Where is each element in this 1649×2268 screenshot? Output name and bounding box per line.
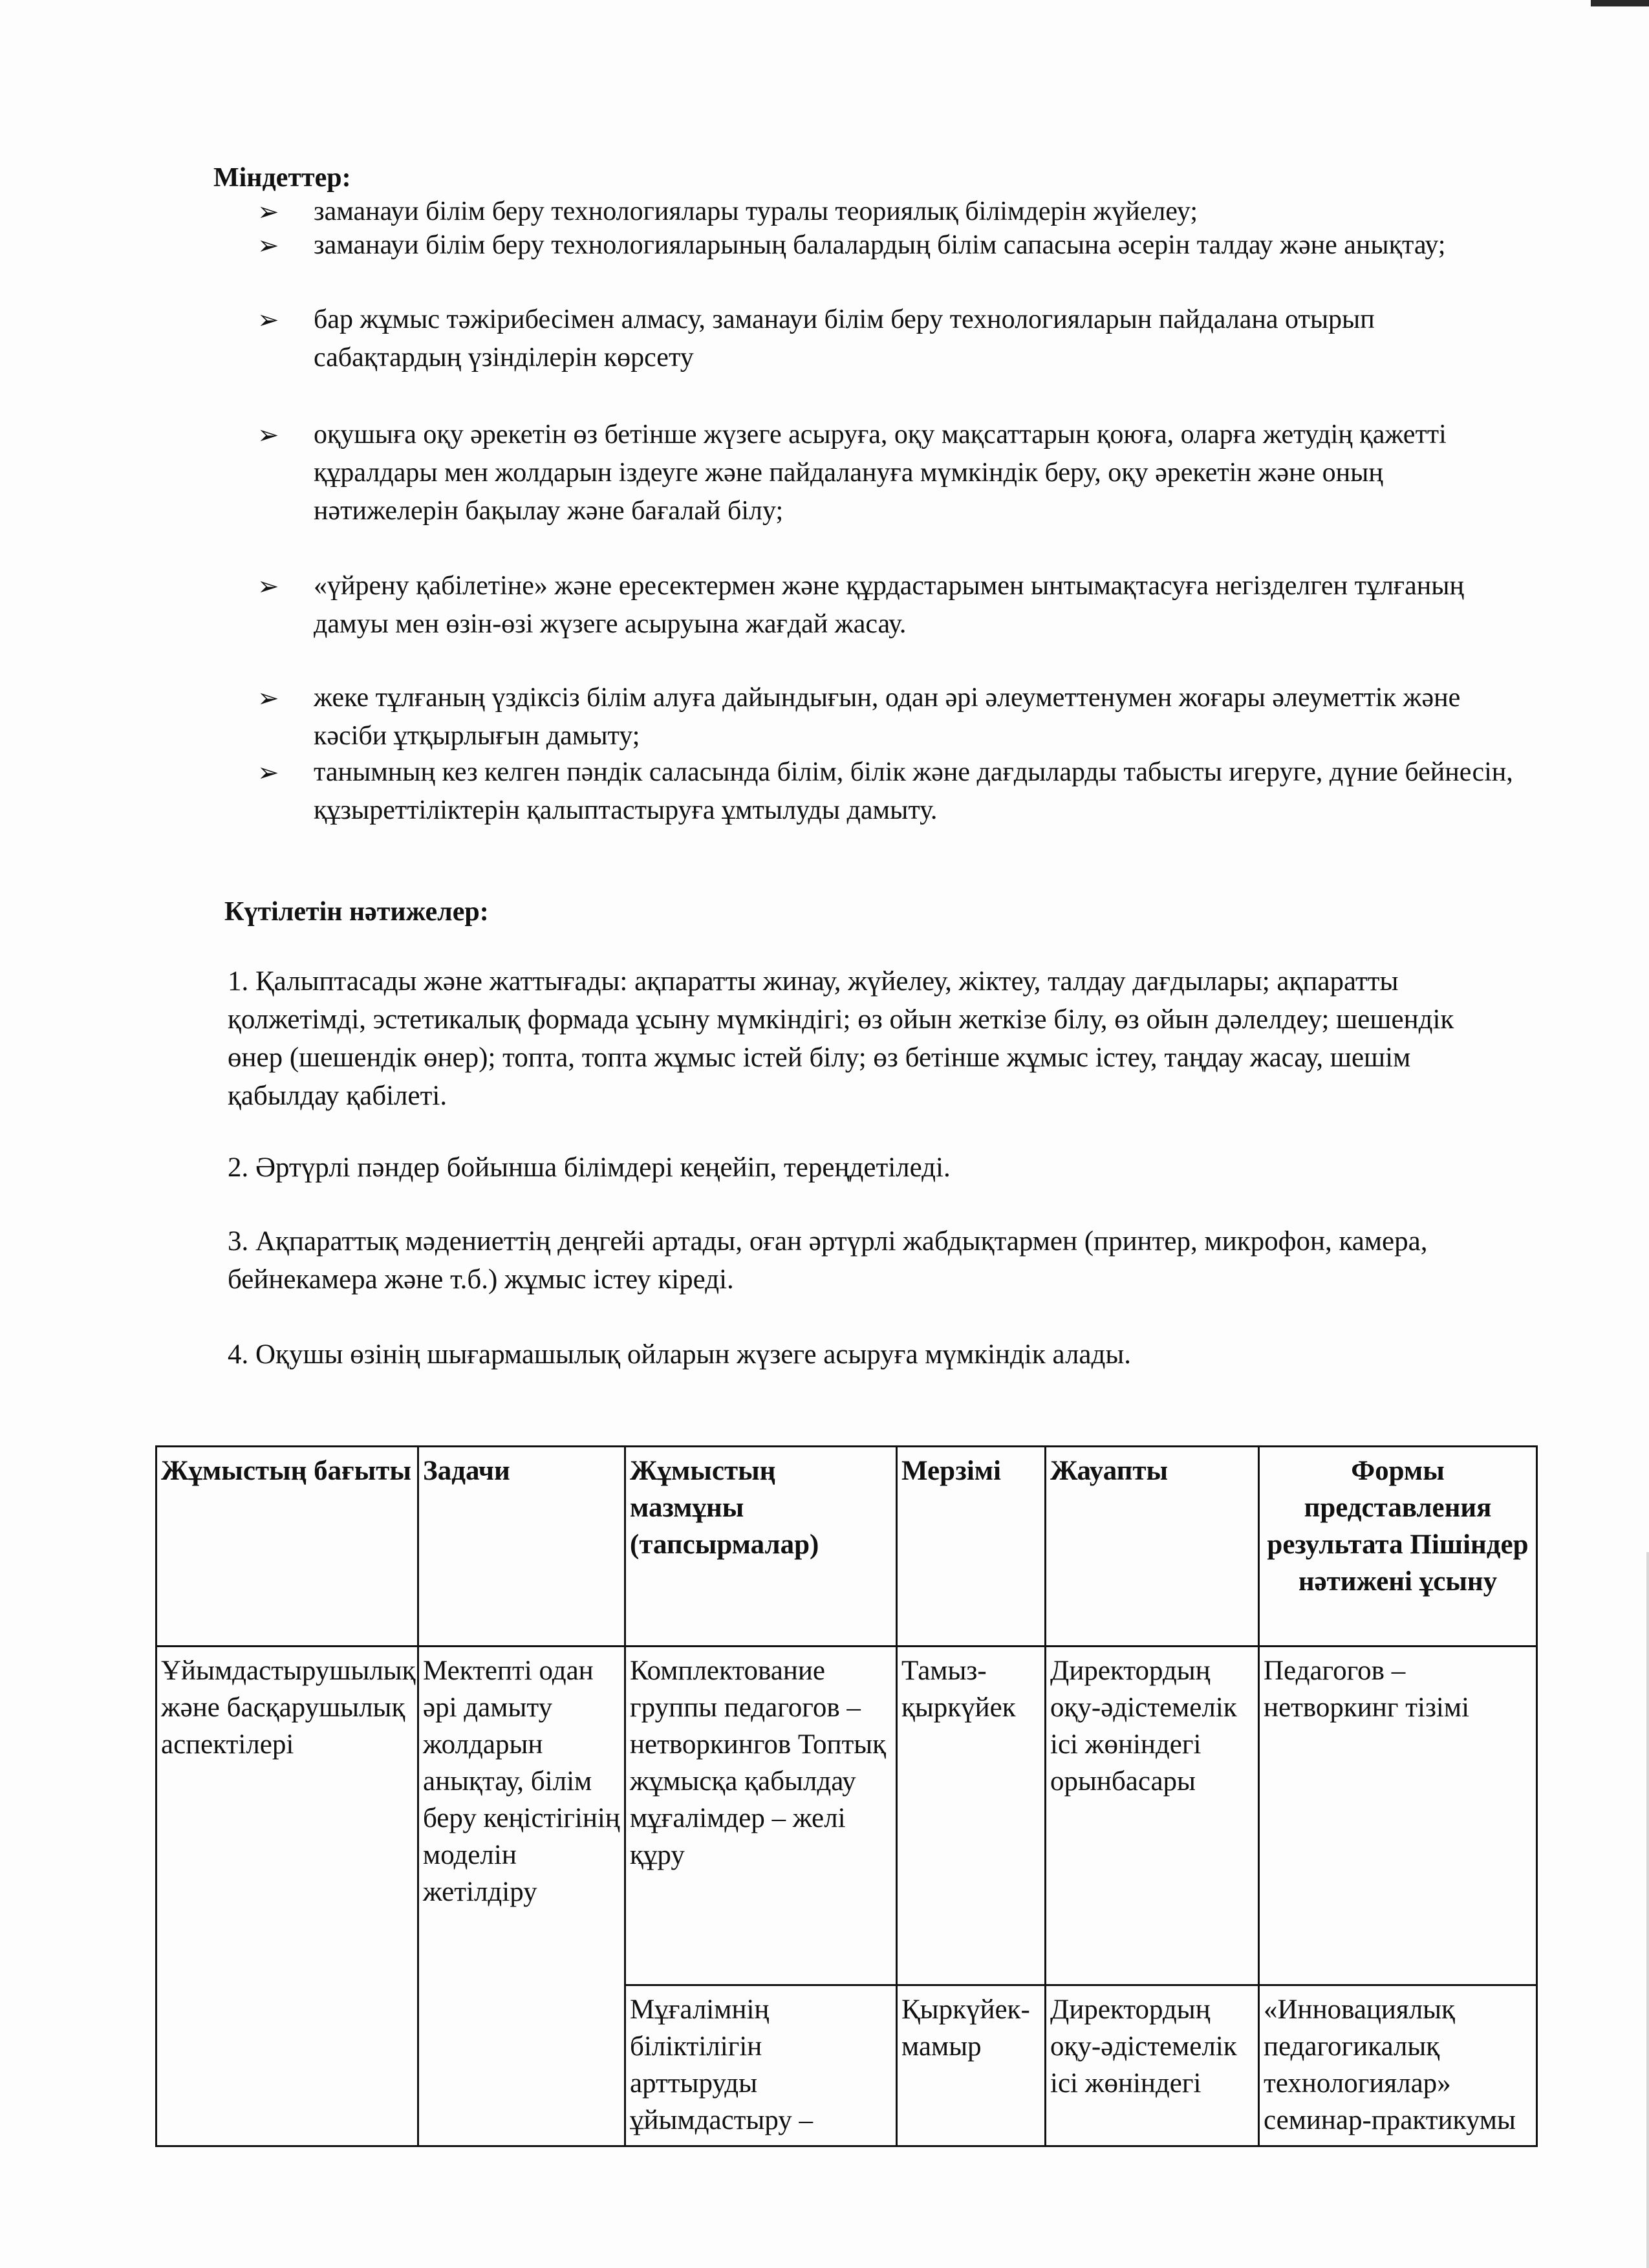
cell-content: Комплектование группы педагогов – нетворкингов Топтық жұмысқа қабылдау мұғалімдер – желі құру [625,1647,897,1985]
result-item: 3. Ақпараттық мәдениеттің деңгейі артады, оған әртүрлі жабдықтармен (принтер, микрофон, камера, бейнекамера және т.б.) жұмыс істеу кіреді. [228,1226,1428,1295]
header-tasks: Задачи [418,1447,625,1647]
arrow-bullet-icon: ➢ [257,572,279,601]
task-item: ➢ заманауи білім беру технологияларының балалардың білім сапасына әсерін талдау және анықтау; [246,226,1513,265]
header-direction: Жұмыстың бағыты [156,1447,418,1647]
task-item: ➢ «үйрену қабілетіне» және ересектермен және құрдастарымен ынтымақтасуға негізделген тұлғаның дамуы мен өзін-өзі жүзеге асыруына жағдай жасау. [246,567,1513,643]
cell-task: Мектепті одан әрі дамыту жолдарын анықтау, білім беру кеңістігінің моделін жетілдіру [418,1647,625,2146]
table-row [156,1647,1537,1985]
result-item: 1. Қалыптасады және жаттығады: ақпаратты жинау, жүйелеу, жіктеу, талдау дағдылары; ақпаратты қолжетімді, эстетикалық формада ұсыну мүмкіндігі; өз ойын жеткізе білу, өз ойын дәлелдеу; шешендік өнер (шешендік өнер); топта, топта жұмыс істей білу; өз бетінше жұмыс істеу, таңдау жасау, шешім қабылдау қабілеті. [228,966,1454,1111]
arrow-bullet-icon: ➢ [257,420,279,449]
cell-term: Қыркүйек-мамыр [897,1985,1046,2146]
arrow-bullet-icon: ➢ [257,305,279,334]
header-responsible: Жауапты [1046,1447,1259,1647]
cell-responsible: Директордың оқу-әдістемелік ісі жөніндегі орынбасары [1046,1647,1259,1985]
header-content: Жұмыстың мазмұны (тапсырмалар) [625,1447,897,1647]
header-term: Мерзімі [897,1447,1046,1647]
task-item: ➢ заманауи білім беру технологиялары туралы теориялық білімдерін жүйелеу; [246,193,1513,231]
result-item: 4. Оқушы өзінің шығармашылық ойларын жүзеге асыруға мүмкіндік алады. [228,1339,1132,1370]
cell-result-form: Педагогов – нетворкинг тізімі [1259,1647,1537,1985]
cell-content: Мұғалімнің біліктілігін арттыруды ұйымдастыру – [625,1985,897,2146]
cell-direction: Ұйымдастырушылық және басқарушылық аспектілері [156,1647,418,2146]
work-plan-table [155,1445,1538,2147]
task-item: ➢ жеке тұлғаның үздіксіз білім алуға дайындығын, одан әрі әлеуметтенумен жоғары әлеуметтік және кәсіби ұтқырлығын дамыту; [246,679,1513,755]
arrow-bullet-icon: ➢ [257,197,279,226]
task-item: ➢ оқушыға оқу әрекетін өз бетінше жүзеге асыруға, оқу мақсаттарын қоюға, оларға жетудің қажетті құралдары мен жолдарын іздеуге және пайдалануға мүмкіндік беру, оқу әрекетін және оның нәтижелерін бақылау және бағалай білу; [246,416,1513,530]
scan-edge-mark [1591,0,1649,6]
arrow-bullet-icon: ➢ [257,684,279,713]
cell-result-form: «Инновациялық педагогикалық технологиялар» семинар-практикумы [1259,1985,1537,2146]
arrow-bullet-icon: ➢ [257,758,279,787]
scan-edge-line [1646,1552,1649,2268]
tasks-heading: Міндеттер: [213,163,351,193]
result-item: 2. Әртүрлі пәндер бойынша білімдері кеңейіп, тереңдетіледі. [228,1152,951,1183]
task-item: ➢ танымның кез келген пәндік саласында білім, білік және дағдыларды табысты игеруге, дүние бейнесін, құзыреттіліктерін қалыптастыруға ұмтылуды дамыту. [246,753,1513,830]
table-header-row [156,1447,1537,1647]
results-heading: Күтілетін нәтижелер: [224,897,489,927]
header-result-form: Формы представления результата Пішіндер нәтижені ұсыну [1259,1447,1537,1647]
cell-responsible: Директордың оқу-әдістемелік ісі жөніндегі [1046,1985,1259,2146]
cell-term: Тамыз-қыркүйек [897,1647,1046,1985]
arrow-bullet-icon: ➢ [257,231,279,260]
task-item: ➢ бар жұмыс тәжірибесімен алмасу, заманауи білім беру технологияларын пайдалана отырып сабақтардың үзінділерін көрсету [246,301,1513,377]
